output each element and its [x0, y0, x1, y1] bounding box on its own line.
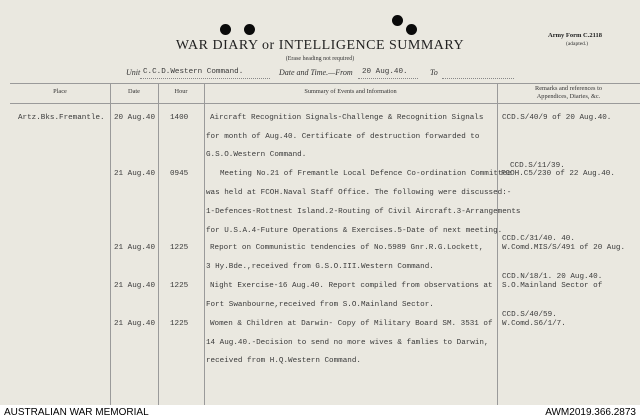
- entry-summary: 1-Defences-Rottnest Island.2-Routing of Civil Aircraft.3-Arrangements: [206, 208, 521, 216]
- entry-date: 21 Aug.40: [114, 244, 156, 252]
- entry-summary: Aircraft Recognition Signals-Challenge & Recognition Signals: [210, 114, 484, 122]
- column-rule-1: [110, 83, 111, 405]
- entry-remark: W.Comd.S6/1/7.: [502, 320, 566, 328]
- table-top-rule: [10, 83, 640, 84]
- column-header-place: Place: [53, 88, 67, 95]
- entry-summary: Night Exercise-16 Aug.40. Report compiled from observations at: [210, 282, 493, 290]
- entry-hour: 0945: [170, 170, 189, 178]
- army-form-adapted: (adapted.): [566, 41, 589, 47]
- datetime-label: Date and Time.—From: [279, 68, 353, 77]
- entry-date: 21 Aug.40: [114, 282, 156, 290]
- column-rule-2: [158, 83, 159, 405]
- entry-summary: was held at FCOH.Naval Staff Office. The following were discussed:-: [206, 189, 512, 197]
- entry-summary: G.S.O.Western Command.: [206, 151, 307, 159]
- entry-hour: 1400: [170, 114, 189, 122]
- entry-summary: 14 Aug.40.-Decision to send no more wives & famlies to Darwin,: [206, 339, 489, 347]
- entry-hour: 1225: [170, 244, 189, 252]
- column-header-remarks-1: Remarks and references to: [535, 85, 602, 92]
- entry-summary: Meeting No.21 of Fremantle Local Defence Co-ordination Committee: [220, 170, 512, 178]
- entry-remark: CCD.S/40/9 of 20 Aug.40.: [502, 114, 612, 122]
- unit-value: C.C.D.Western Command.: [143, 68, 244, 76]
- entry-date: 20 Aug.40: [114, 114, 156, 122]
- entry-summary: 3 Hy.Bde.,received from G.S.O.III.Western Command.: [206, 263, 434, 271]
- entry-remark: CCD.S/11/39.: [510, 162, 565, 170]
- entry-summary: Fort Swanbourne,received from S.O.Mainland Sector.: [206, 301, 434, 309]
- army-form-number: Army Form C.2118: [548, 32, 602, 39]
- column-rule-4: [497, 83, 498, 405]
- from-value: 20 Aug.40.: [362, 68, 408, 76]
- punch-hole-right-b: [406, 24, 417, 35]
- entry-summary: for U.S.A.4-Future Operations & Exercises.5-Date of next meeting.: [206, 227, 503, 235]
- to-underline: [442, 78, 514, 79]
- entry-remark: CCD.S/40/59.: [502, 311, 557, 319]
- unit-underline: [140, 78, 270, 79]
- entry-summary: received from H.Q.Western Command.: [206, 357, 361, 365]
- entry-date: 21 Aug.40: [114, 170, 156, 178]
- entry-summary: Report on Communistic tendencies of No.5989 Gnr.R.G.Lockett,: [210, 244, 484, 252]
- entry-summary: for month of Aug.40. Certificate of destruction forwarded to: [206, 133, 480, 141]
- to-label: To: [430, 68, 438, 77]
- entry-hour: 1225: [170, 282, 189, 290]
- column-header-summary: Summary of Events and Information: [304, 88, 397, 95]
- entry-remark: FCOH.C5/230 of 22 Aug.40.: [501, 170, 615, 178]
- entry-hour: 1225: [170, 320, 189, 328]
- column-header-date: Date: [128, 88, 140, 95]
- punch-hole-right-a: [392, 15, 403, 26]
- entry-summary: Women & Children at Darwin- Copy of Military Board SM. 3531 of: [210, 320, 493, 328]
- column-header-hour: Hour: [174, 88, 188, 95]
- column-header-remarks-2: Appendices, Diaries, &c.: [536, 93, 601, 100]
- from-underline: [358, 78, 418, 79]
- footer-accession-number: AWM2019.366.2873: [545, 407, 636, 418]
- entry-remark: S.O.Mainland Sector of: [502, 282, 603, 290]
- entry-date: 21 Aug.40: [114, 320, 156, 328]
- footer-credit: AUSTRALIAN WAR MEMORIAL: [4, 407, 149, 418]
- entry-remark: W.Comd.MIS/S/491 of 20 Aug.: [502, 244, 626, 252]
- entry-place: Artz.Bks.Fremantle.: [18, 114, 105, 122]
- page-title: WAR DIARY or INTELLIGENCE SUMMARY: [175, 38, 465, 53]
- column-rule-3: [204, 83, 205, 405]
- unit-label: Unit: [126, 68, 141, 77]
- punch-hole-mid: [244, 24, 255, 35]
- page-subtitle: (Erase heading not required): [285, 56, 355, 62]
- entry-remark: CCD.C/31/40. 40.: [502, 235, 575, 243]
- punch-hole-left: [220, 24, 231, 35]
- table-header-rule: [10, 103, 640, 104]
- entry-remark: CCD.N/18/1. 20 Aug.40.: [502, 273, 603, 281]
